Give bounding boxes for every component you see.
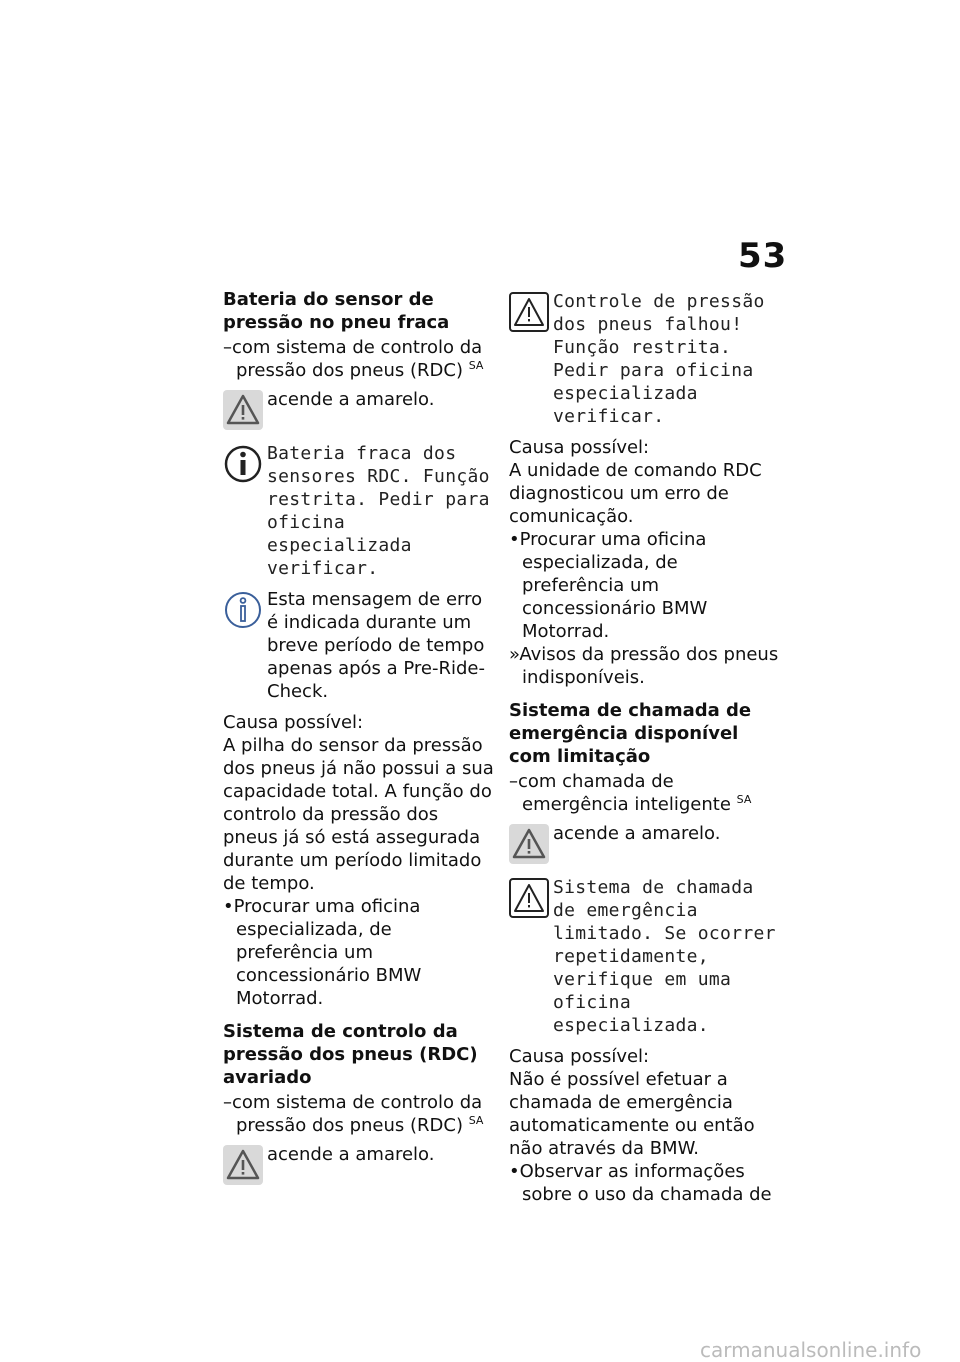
display-message-row-2 — [509, 290, 781, 428]
page-number: 53 — [738, 236, 788, 276]
watermark: carmanualsonline.info — [700, 1338, 922, 1362]
warning-lamp-row — [223, 388, 495, 434]
optional-equipment-mark: SA — [736, 793, 752, 806]
optional-equipment-mark: SA — [468, 359, 484, 372]
warning-triangle-filled-icon — [509, 824, 549, 864]
condition-rdc-2: –com sistema de controlo da pressão dos pneus (RDC) $^{SA}$ — [223, 1092, 484, 1136]
warning-triangle-outline-icon — [509, 292, 549, 332]
info-note-text: Esta mensagem de erro é indicada durante um breve período de tempo apenas após a Pre-Ride-Check. — [267, 589, 486, 702]
result-text: »Avisos da pressão dos pneus indisponíveis. — [509, 644, 779, 688]
condition-emergency-call: –com chamada de emergência inteligente $^{SA}$ — [509, 771, 752, 815]
section-title-emergency-call: Sistema de chamada de emergência disponível com limitação — [509, 700, 752, 767]
action-bullet: •Procurar uma oficina especializada, de preferência um concessionário BMW Motorrad. — [223, 896, 422, 1009]
display-message-3: Sistema de chamada de emergência limitado. Se ocorrer repetidamente, verifique em uma oficina especializada. — [553, 877, 776, 1036]
warning-lamp-row-2 — [223, 1143, 495, 1189]
cause-text-2: A unidade de comando RDC diagnosticou um erro de comunicação. — [509, 460, 762, 527]
warning-triangle-outline-icon — [509, 878, 549, 918]
right-column — [509, 288, 781, 1206]
warning-triangle-filled-icon — [223, 1145, 263, 1185]
cause-text: A pilha do sensor da pressão dos pneus já não possui a sua capacidade total. A função do controlo da pressão dos pneus já só está assegurada durante um período limitado de tempo. — [223, 735, 494, 894]
section-title-battery: Bateria do sensor de pressão no pneu fraca — [223, 289, 450, 333]
left-column — [223, 288, 495, 1197]
display-message: Bateria fraca dos sensores RDC. Função restrita. Pedir para oficina especializada verificar. — [267, 443, 490, 579]
cause-label: Causa possível: — [223, 712, 364, 733]
lamp-status-3: acende a amarelo. — [553, 823, 721, 844]
cause-label-3: Causa possível: — [509, 1046, 650, 1067]
action-bullet-2: •Procurar uma oficina especializada, de preferência um concessionário BMW Motorrad. — [509, 529, 708, 642]
info-note-icon — [223, 590, 263, 630]
optional-equipment-mark: SA — [468, 1114, 484, 1127]
lamp-status: acende a amarelo. — [267, 389, 435, 410]
section-title-rdc-fault: Sistema de controlo da pressão dos pneus (RDC) avariado — [223, 1021, 478, 1088]
display-message-row — [223, 442, 495, 580]
display-message-row-3 — [509, 876, 781, 1037]
warning-lamp-row-3 — [509, 822, 781, 868]
condition-rdc: –com sistema de controlo da pressão dos pneus (RDC) $^{SA}$ — [223, 337, 484, 381]
info-icon — [223, 444, 263, 484]
display-message-2: Controle de pressão dos pneus falhou! Função restrita. Pedir para oficina especializada verificar. — [553, 291, 765, 427]
cause-label-2: Causa possível: — [509, 437, 650, 458]
lamp-status-2: acende a amarelo. — [267, 1144, 435, 1165]
cause-text-3: Não é possível efetuar a chamada de emergência automaticamente ou então não através da BMW. — [509, 1069, 755, 1159]
warning-triangle-filled-icon — [223, 390, 263, 430]
info-note-row — [223, 588, 495, 703]
action-bullet-3: •Observar as informações sobre o uso da chamada de — [509, 1161, 772, 1205]
